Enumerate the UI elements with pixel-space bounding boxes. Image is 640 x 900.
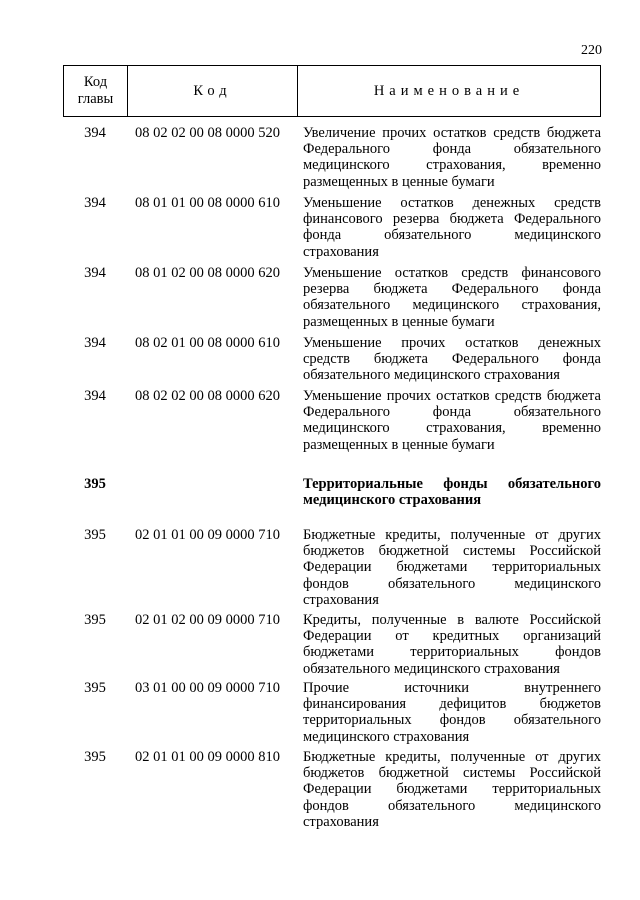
item-name: Уменьшение остатков средств финансового резерва бюджета Федерального фонда обязательного медицинского страхования, размещенных в ценные бумаги bbox=[303, 265, 601, 330]
chapter-code: 395 bbox=[84, 527, 106, 543]
budget-code: 08 02 01 00 08 0000 610 bbox=[135, 335, 280, 351]
chapter-code: 395 bbox=[84, 476, 106, 492]
budget-code: 02 01 01 00 09 0000 810 bbox=[135, 749, 280, 765]
table-header bbox=[63, 65, 601, 117]
item-name: Кредиты, полученные в валюте Российской Федерации от кредитных организаций бюджетами территориальных фондов обязательного медицинского страхования bbox=[303, 612, 601, 677]
section-title: Территориальные фонды обязательного медицинского страхования bbox=[303, 476, 601, 509]
page-number: 220 bbox=[581, 43, 602, 58]
item-name: Уменьшение прочих остатков денежных средств бюджета Федерального фонда обязательного медицинского страхования bbox=[303, 335, 601, 384]
header-name: Наименование bbox=[373, 82, 525, 99]
item-name: Прочие источники внутреннего финансирования дефицитов бюджетов территориальных фондов обязательного медицинского страхования bbox=[303, 680, 601, 745]
item-name: Бюджетные кредиты, полученные от других бюджетов бюджетной системы Российской Федерации бюджетами территориальных фондов обязательного медицинского страхования bbox=[303, 749, 601, 830]
budget-code: 08 02 02 00 08 0000 520 bbox=[135, 125, 280, 141]
item-name: Бюджетные кредиты, полученные от других бюджетов бюджетной системы Российской Федерации бюджетами территориальных фондов обязательного медицинского страхования bbox=[303, 527, 601, 608]
item-name: Увеличение прочих остатков средств бюджета Федерального фонда обязательного медицинского страхования, временно размещенных в ценные бумаги bbox=[303, 125, 601, 190]
chapter-code: 395 bbox=[84, 612, 106, 628]
chapter-code: 395 bbox=[84, 680, 106, 696]
budget-code: 02 01 01 00 09 0000 710 bbox=[135, 527, 280, 543]
chapter-code: 394 bbox=[84, 265, 106, 281]
budget-code: 08 01 01 00 08 0000 610 bbox=[135, 195, 280, 211]
budget-code: 08 02 02 00 08 0000 620 bbox=[135, 388, 280, 404]
header-code: Код bbox=[128, 66, 298, 116]
budget-code: 02 01 02 00 09 0000 710 bbox=[135, 612, 280, 628]
item-name: Уменьшение остатков денежных средств финансового резерва бюджета Федерального фонда обязательного медицинского страхования bbox=[303, 195, 601, 260]
item-name: Уменьшение прочих остатков средств бюджета Федерального фонда обязательного медицинского страхования, временно размещенных в ценные бумаги bbox=[303, 388, 601, 453]
chapter-code: 394 bbox=[84, 195, 106, 211]
chapter-code: 394 bbox=[84, 125, 106, 141]
header-chapter-line2: главы bbox=[77, 91, 114, 107]
chapter-code: 394 bbox=[84, 335, 106, 351]
budget-code: 08 01 02 00 08 0000 620 bbox=[135, 265, 280, 281]
header-chapter-code bbox=[64, 66, 128, 116]
chapter-code: 394 bbox=[84, 388, 106, 404]
budget-code: 03 01 00 00 09 0000 710 bbox=[135, 680, 280, 696]
header-chapter-line1: Код bbox=[83, 74, 108, 90]
chapter-code: 395 bbox=[84, 749, 106, 765]
